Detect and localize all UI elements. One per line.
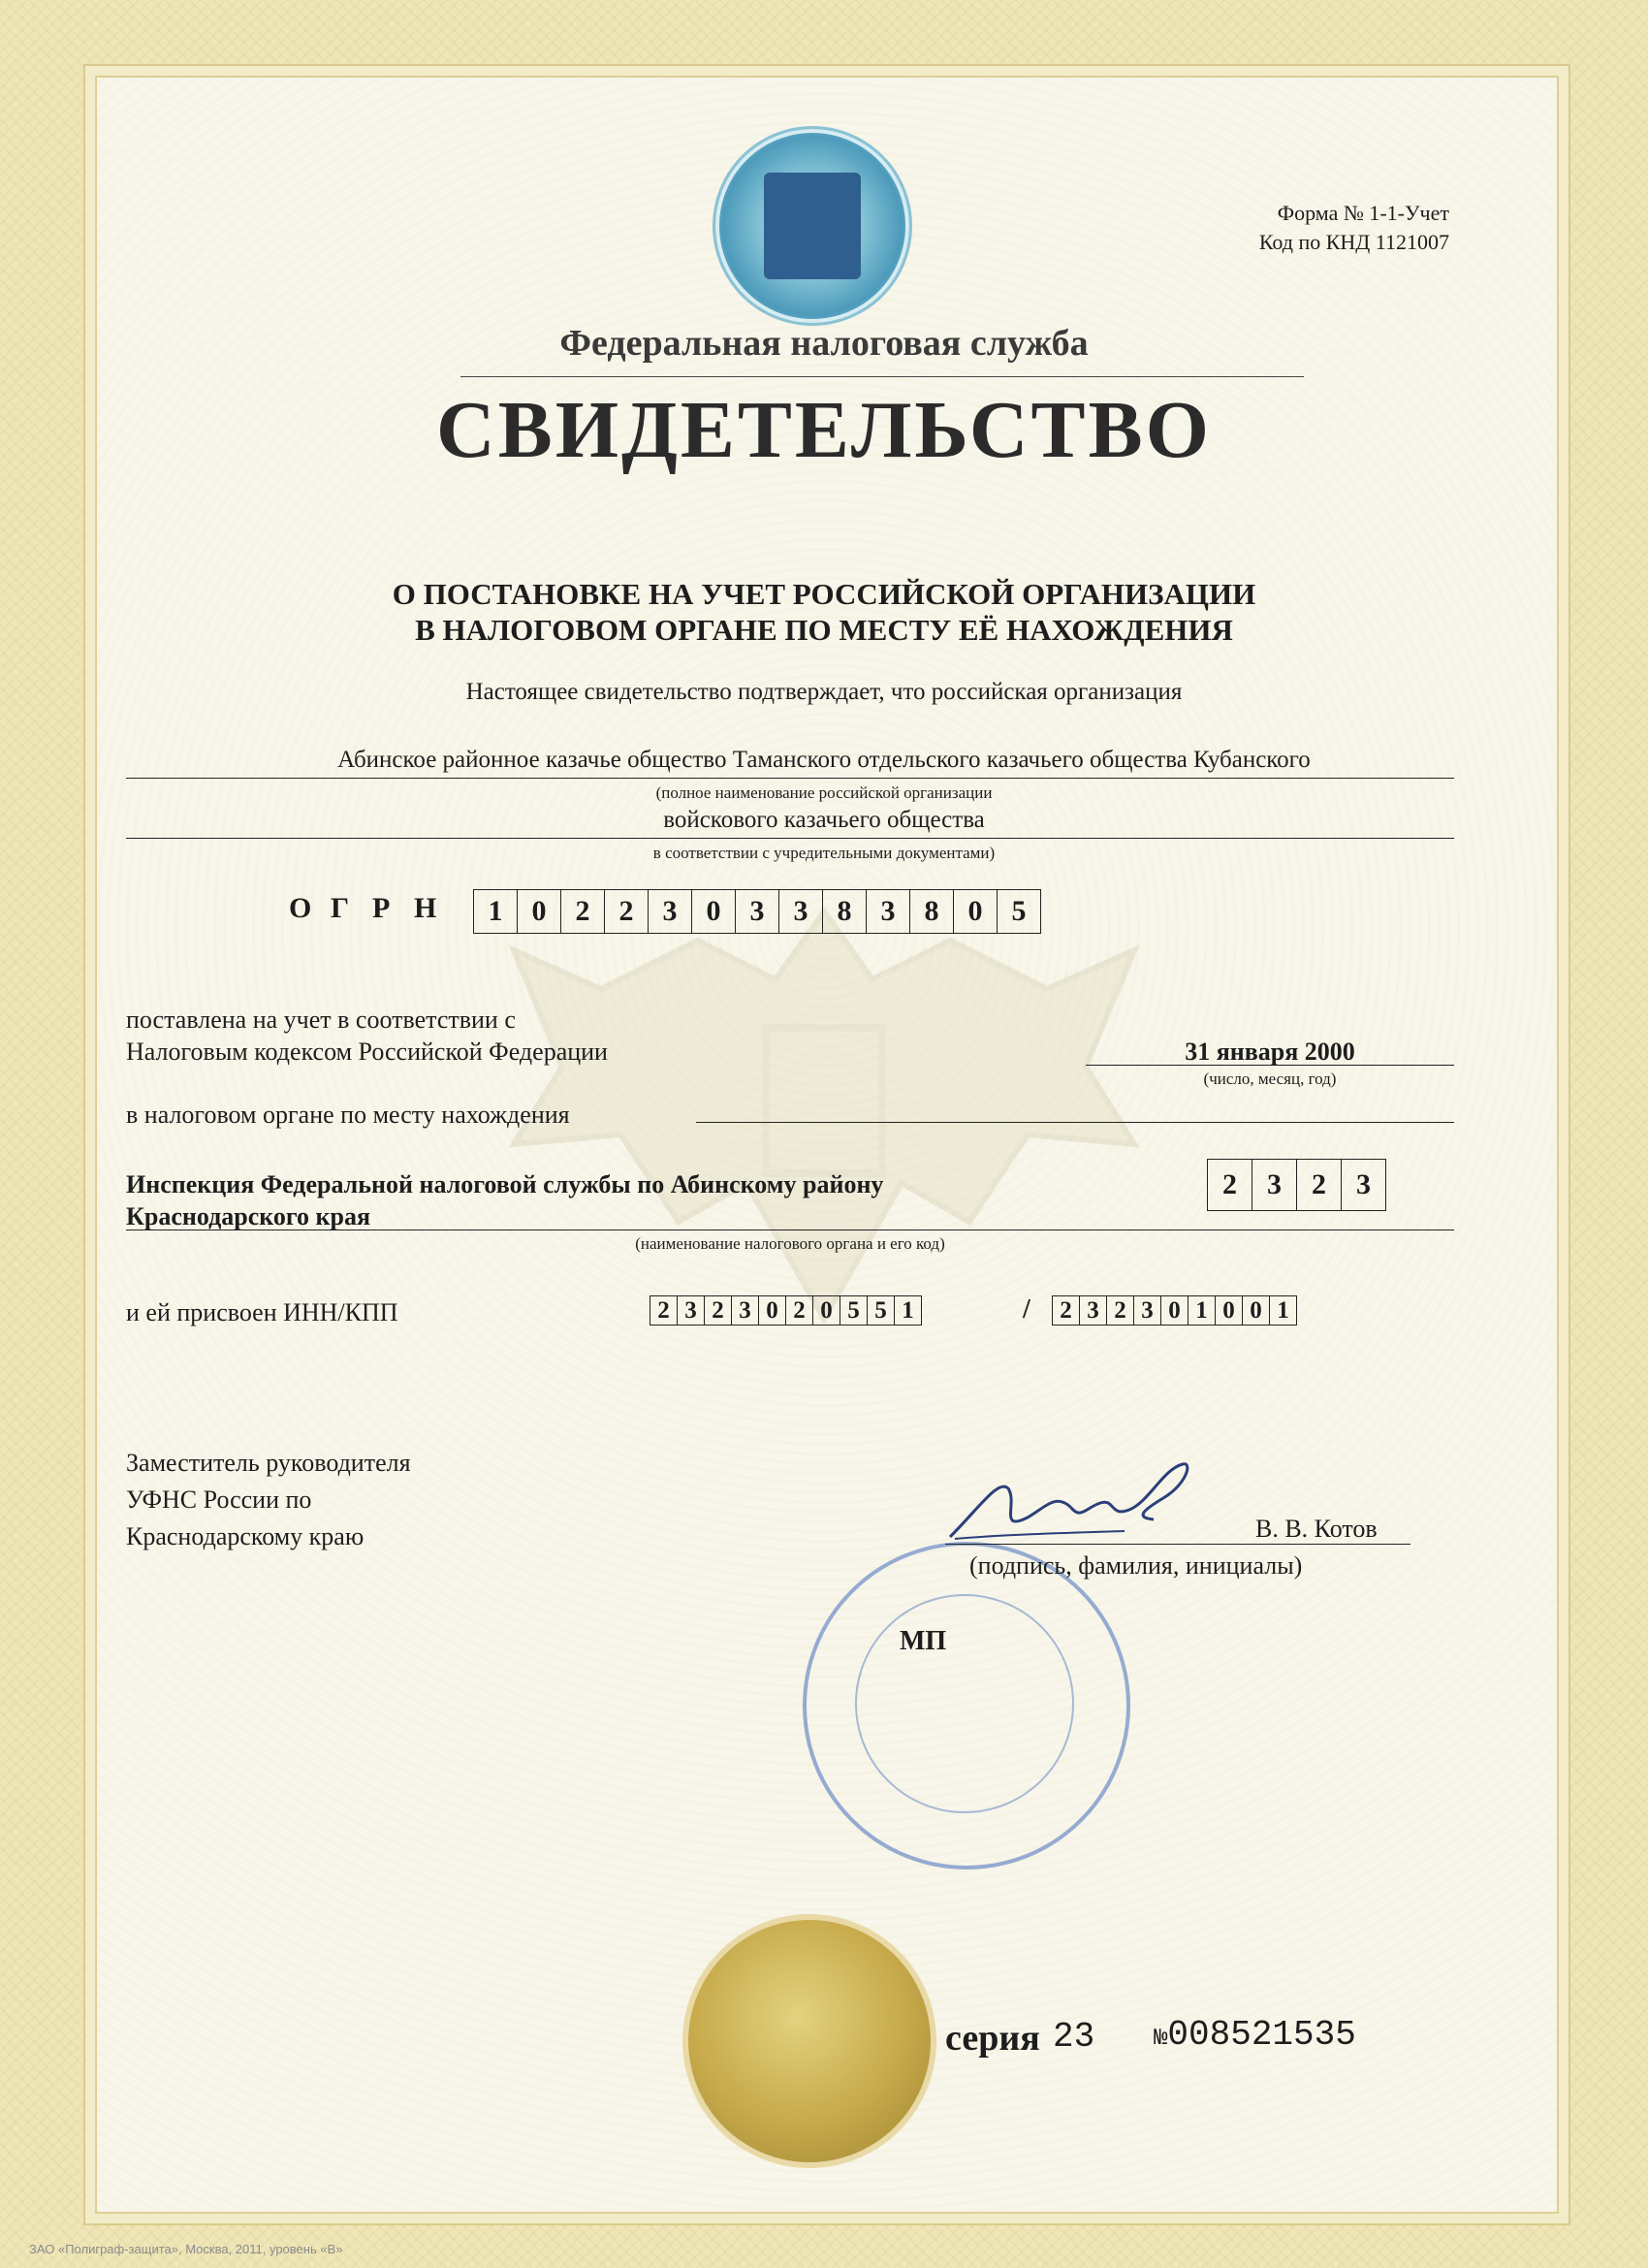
org-underline-1 <box>126 778 1454 779</box>
ogrn-digit: 3 <box>866 889 909 934</box>
kpp-digit: 3 <box>1133 1295 1160 1326</box>
inn-digit: 2 <box>704 1295 731 1326</box>
form-info <box>1259 199 1449 257</box>
ogrn-digit: 8 <box>909 889 953 934</box>
inn-kpp-separator: / <box>1023 1294 1030 1325</box>
kpp-digit: 2 <box>1052 1295 1079 1326</box>
signature-caption: (подпись, фамилия, инициалы) <box>969 1551 1303 1580</box>
ogrn-digit: 2 <box>560 889 604 934</box>
ogrn-digit: 0 <box>953 889 997 934</box>
tax-code-digit: 2 <box>1207 1159 1252 1211</box>
ogrn-digit: 8 <box>822 889 866 934</box>
inn-digit: 3 <box>731 1295 758 1326</box>
tax-authority-caption: (наименование налогового органа и его код) <box>635 1234 945 1253</box>
ogrn-digit: 0 <box>517 889 560 934</box>
organization-name-line-2: войскового казачьего общества <box>663 807 985 833</box>
confirms-text: Настоящее свидетельство подтверждает, что российская организация <box>465 679 1183 705</box>
kpp-digit: 1 <box>1188 1295 1215 1326</box>
signatory-position <box>126 1445 411 1555</box>
signature-underline <box>945 1544 1410 1545</box>
inn-digit: 3 <box>677 1295 704 1326</box>
registration-line-1: поставлена на учет в соответствии с <box>126 1006 516 1034</box>
signatory-position-line-2: УФНС России по <box>126 1485 312 1514</box>
org-caption-2: в соответствии с учредительными документами) <box>652 844 996 862</box>
number-sign: № <box>1154 2026 1168 2052</box>
printer-note: ЗАО «Полиграф-защита», Москва, 2011, уровень «В» <box>29 2242 343 2256</box>
kpp-digit: 2 <box>1106 1295 1133 1326</box>
kpp-digit: 0 <box>1160 1295 1188 1326</box>
ogrn-digits <box>473 889 1041 934</box>
subtitle-line-2: В НАЛОГОВОМ ОРГАНЕ ПО МЕСТУ ЕЁ НАХОЖДЕНИЯ <box>415 613 1233 647</box>
official-stamp-icon <box>803 1542 1130 1869</box>
subtitle-line-1: О ПОСТАНОВКЕ НА УЧЕТ РОССИЙСКОЙ ОРГАНИЗАЦИИ <box>392 577 1256 611</box>
place-underline <box>696 1122 1454 1123</box>
inn-digit: 2 <box>785 1295 812 1326</box>
kpp-digit: 3 <box>1079 1295 1106 1326</box>
inn-kpp-label: и ей присвоен ИНН/КПП <box>126 1298 398 1326</box>
ogrn-digit: 1 <box>473 889 517 934</box>
ogrn-label <box>289 892 456 925</box>
inn-digits <box>650 1295 922 1326</box>
document-title: СВИДЕТЕЛЬСТВО <box>436 385 1212 475</box>
mp-label: МП <box>900 1626 947 1656</box>
ogrn-digit: 3 <box>735 889 778 934</box>
series-label: серия <box>945 2018 1040 2059</box>
registration-line-2: Налоговым кодексом Российской Федерации <box>126 1038 608 1066</box>
registration-date: 31 января 2000 <box>1185 1038 1355 1066</box>
ogrn-letter: Р <box>372 892 391 924</box>
ogrn-digit: 3 <box>778 889 822 934</box>
tax-code-digit: 3 <box>1252 1159 1296 1211</box>
org-underline-2 <box>126 838 1454 839</box>
form-number: Форма № 1-1-Учет <box>1277 201 1449 225</box>
kpp-digit: 0 <box>1242 1295 1269 1326</box>
inn-digit: 0 <box>812 1295 840 1326</box>
kpp-digit: 1 <box>1269 1295 1297 1326</box>
registration-text <box>126 1004 608 1068</box>
date-caption: (число, месяц, год) <box>1203 1070 1337 1088</box>
organization-name-line-1: Абинское районное казачье общество Таманского отдельского казачьего общества Кубанского <box>337 747 1311 773</box>
ogrn-digit: 5 <box>997 889 1041 934</box>
agency-divider <box>460 376 1304 377</box>
ogrn-letter: Н <box>414 892 437 924</box>
gold-emblem-seal-icon <box>688 1920 931 2162</box>
series-value: 23 <box>1053 2017 1095 2057</box>
kpp-digit: 0 <box>1215 1295 1242 1326</box>
inn-digit: 1 <box>894 1295 922 1326</box>
inn-digit: 5 <box>840 1295 867 1326</box>
signature-icon <box>940 1450 1202 1556</box>
ogrn-digit: 0 <box>691 889 735 934</box>
tax-authority-name <box>126 1168 883 1232</box>
hologram-seal-icon <box>713 126 912 326</box>
number-value: 008521535 <box>1167 2015 1356 2055</box>
knd-code: Код по КНД 1121007 <box>1258 230 1449 254</box>
certificate-number <box>1154 2015 1356 2055</box>
signatory-position-line-3: Краснодарскому краю <box>126 1522 364 1550</box>
date-underline <box>1086 1065 1454 1066</box>
inn-digit: 5 <box>867 1295 894 1326</box>
document-subtitle <box>0 576 1648 648</box>
signatory-name: В. В. Котов <box>1255 1515 1378 1543</box>
tax-authority-code <box>1207 1159 1386 1211</box>
signatory-position-line-1: Заместитель руководителя <box>126 1449 411 1477</box>
org-caption-1: (полное наименование российской организации <box>655 783 993 802</box>
inn-digit: 2 <box>650 1295 677 1326</box>
ogrn-letter: О <box>289 892 312 924</box>
tax-code-digit: 2 <box>1296 1159 1341 1211</box>
kpp-digits <box>1052 1295 1297 1326</box>
tax-authority-line-1: Инспекция Федеральной налоговой службы по Абинскому району <box>126 1170 884 1198</box>
tax-code-digit: 3 <box>1341 1159 1386 1211</box>
ogrn-digit: 3 <box>648 889 691 934</box>
tax-authority-line-2: Краснодарского края <box>126 1202 371 1230</box>
place-text: в налоговом органе по месту нахождения <box>126 1101 570 1129</box>
ogrn-letter: Г <box>331 892 350 924</box>
agency-name: Федеральная налоговая служба <box>559 323 1089 364</box>
ogrn-digit: 2 <box>604 889 648 934</box>
inn-digit: 0 <box>758 1295 785 1326</box>
